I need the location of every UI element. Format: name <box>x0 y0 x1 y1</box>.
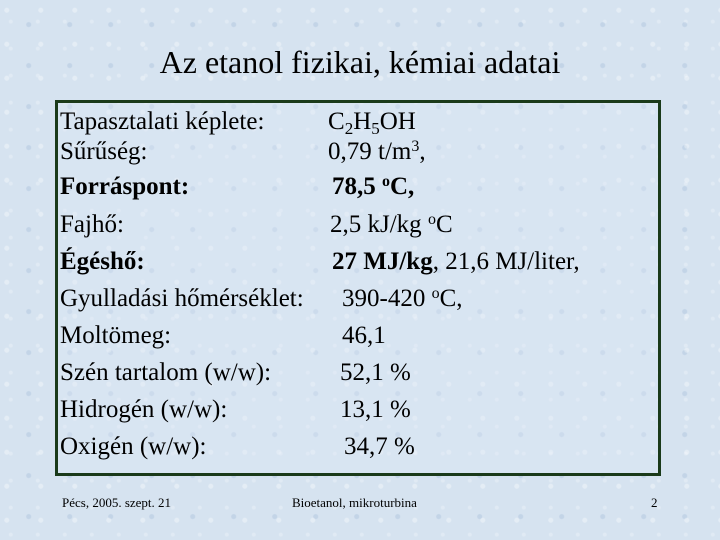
hydrogen-value: 13,1 % <box>340 396 411 423</box>
carbon-label: Szén tartalom (w/w): <box>60 359 272 386</box>
oxygen-label: Oxigén (w/w): <box>60 433 207 460</box>
heat-of-combustion-value: 27 MJ/kg, 21,6 MJ/liter, <box>332 248 580 275</box>
hydrogen-label: Hidrogén (w/w): <box>60 396 228 423</box>
oxygen-value: 34,7 % <box>344 433 415 460</box>
molar-mass-label: Moltömeg: <box>60 322 172 349</box>
boiling-value: 78,5 $^o$C, <box>332 173 415 200</box>
page-number: 2 <box>651 495 658 510</box>
ignition-temp-value: 390-420 $^o$C, <box>342 285 463 312</box>
footer-title: Bioetanol, mikroturbina <box>292 495 417 510</box>
specific-heat-label: Fajhő: <box>60 211 124 238</box>
boiling-label: Forráspont: <box>60 173 190 200</box>
specific-heat-value: 2,5 kJ/kg $^o$C <box>330 211 453 238</box>
density-label: Sűrűség: <box>60 138 148 165</box>
molar-mass-value: 46,1 <box>342 322 386 349</box>
ignition-temp-label: Gyulladási hőmérséklet: <box>60 285 304 312</box>
heat-of-combustion-label: Égéshő: <box>60 248 145 275</box>
slide-title: Az etanol fizikai, kémiai adatai <box>159 44 561 80</box>
density-value: 0,79 $t/m^3$, <box>328 138 426 165</box>
footer-date: Pécs, 2005. szept. 21 <box>62 495 172 510</box>
formula-label: Tapasztalati képlete: <box>60 108 265 135</box>
formula-value: $C_2H_5OH$ <box>328 108 416 138</box>
carbon-value: 52,1 % <box>340 359 411 386</box>
